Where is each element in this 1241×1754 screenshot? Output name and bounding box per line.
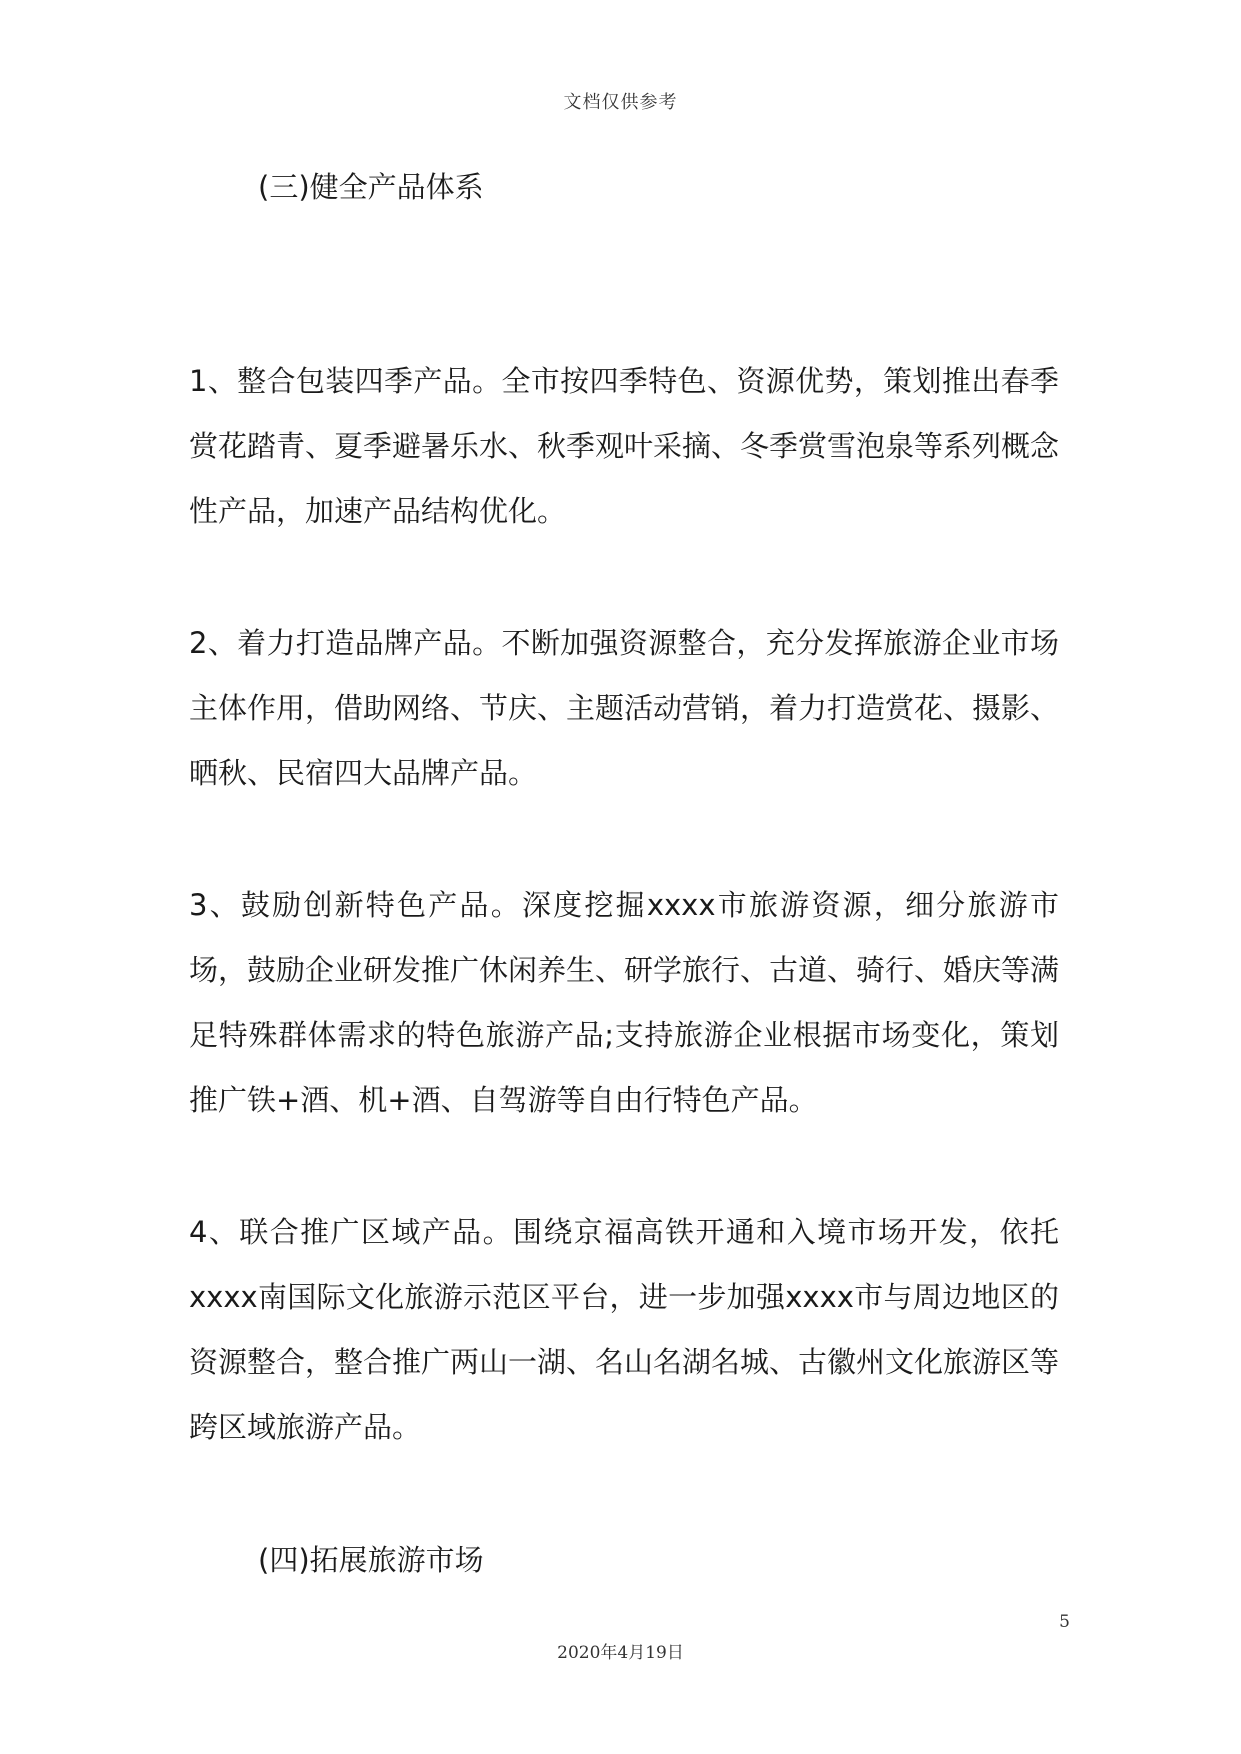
footer-date: 2020年4月19日 [557,1643,684,1663]
paragraph-4: 4、联合推广区域产品。围绕京福高铁开通和入境市场开发，依托xxxx南国际文化旅游示范区平台，进一步加强xxxx市与周边地区的资源整合，整合推广两山一湖、名山名湖名城、古徽州文化旅游区等跨区域旅游产品。 [189,1215,1060,1444]
paragraph-2: 2、着力打造品牌产品。不断加强资源整合，充分发挥旅游企业市场主体作用，借助网络、节庆、主题活动营销，着力打造赏花、摄影、晒秋、民宿四大品牌产品。 [189,626,1060,790]
section-heading-4: (四)拓展旅游市场 [258,1543,484,1577]
paragraph-1: 1、整合包装四季产品。全市按四季特色、资源优势，策划推出春季赏花踏青、夏季避暑乐水、秋季观叶采摘、冬季赏雪泡泉等系列概念性产品，加速产品结构优化。 [189,364,1060,528]
header-note: 文档仅供参考 [563,92,678,113]
paragraph-3: 3、鼓励创新特色产品。深度挖掘xxxx市旅游资源，细分旅游市场，鼓励企业研发推广休闲养生、研学旅行、古道、骑行、婚庆等满足特殊群体需求的特色旅游产品;支持旅游企业根据市场变化，策划推广铁+酒、机+酒、自驾游等自由行特色产品。 [189,888,1060,1117]
page-number: 5 [1059,1612,1070,1632]
section-heading-3: (三)健全产品体系 [258,170,484,204]
